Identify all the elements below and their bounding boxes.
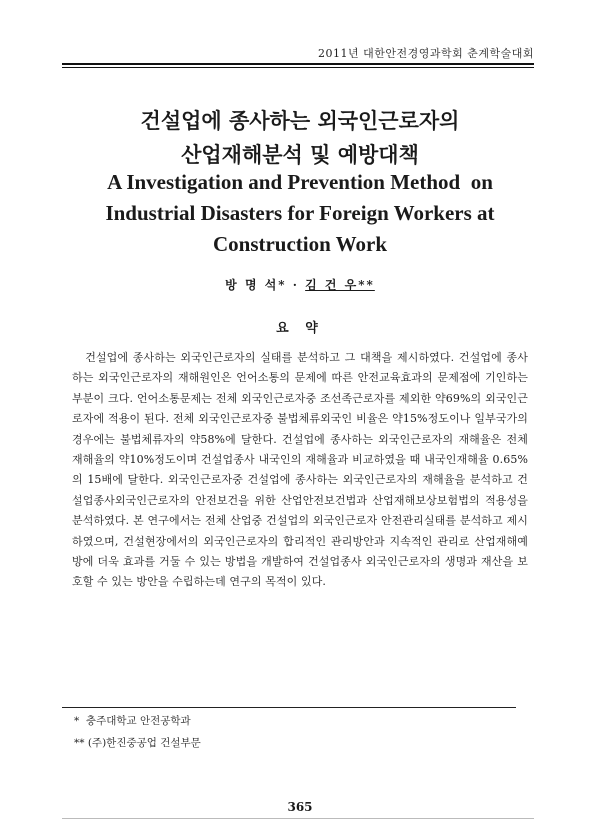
abstract-body: 건설업에 종사하는 외국인근로자의 실태를 분석하고 그 대책을 제시하였다. 건설업에 종사하는 외국인근로자의 재해원인은 언어소통의 문제에 따른 안전교육효과의 문제점에 기인하는 부분이 크다. 언어소통문제는 전체 외국인근로자중 조선족근로자를 제외한 약69%의 외국인근로자에 적용이 된다. 전체 외국인근로자중 불법체류외국인 비율은 약15%정도이나 일부국가의 경우에는 불법체류자의 약58%에 달한다. 건설업에 종사하는 외국인근로자의 재해율은 전체 재해율의 약10%정도이며 건설업종사 내국인의 재해율과 비교하였을 때 내국인재해율 0.65%의 15배에 달한다. 외국인근로자중 건설업에 종사하는 외국인근로자의 재해율을 분석하고 건설업종사외국인근로자의 안전보건을 위한 산업안전보건법과 산업재해보상보험법의 적용성을 분석하였다. 본 연구에서는 전체 산업중 건설업의 외국인근로자 안전관리실태를 분석하고 제시하였으며, 건설현장에서의 외국인근로자의 합리적인 관리방안과 지속적인 관리로 산업재해예방에 더욱 효과를 거둘 수 있는 방법을 개발하여 건설업종사 외국인근로자의 생명과 재산을 보호할 수 있는 방안을 수립하는데 연구의 목적이 있다. [72,351,528,589]
korean-title-line-1: 건설업에 종사하는 외국인근로자의 [140,108,460,133]
author-separator: · [286,278,306,292]
footnote-affiliation-1: * 충주대학교 안전공학과 [74,715,191,727]
korean-title-line-2: 산업재해분석 및 예방대책 [181,142,419,167]
header-rule-thick [62,63,534,65]
abstract-heading: 요 약 [276,321,324,336]
author-2: 김 건 우** [305,278,375,292]
page-number: 365 [287,800,313,814]
english-title-line-2: Industrial Disasters for Foreign Workers at [105,201,495,225]
footnote-divider [62,707,516,708]
footnote-affiliation-2: ** (주)한진중공업 건설부문 [74,737,201,749]
conference-header: 2011년 대한안전경영과학회 춘계학술대회 [317,47,534,60]
english-title-line-1: A Investigation and Prevention Method on [107,170,493,194]
author-list [0,276,600,293]
header-rule-thin [62,67,534,68]
english-title-line-3: Construction Work [212,232,388,256]
author-1: 방 명 석* [225,278,287,292]
page-bottom-rule [62,818,534,819]
